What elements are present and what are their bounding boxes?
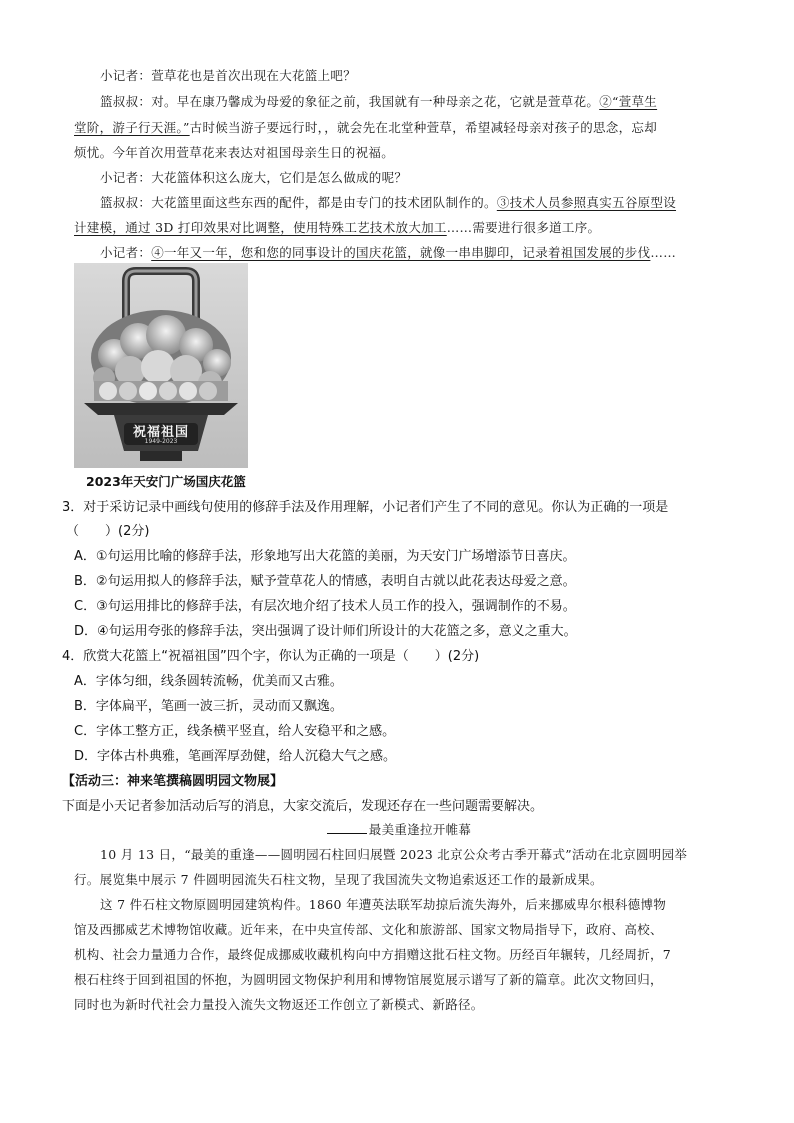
news-title: 最美重逢拉开帷幕	[74, 820, 724, 838]
news-p2-line2: 馆及西挪威艺术博物馆收藏。近年来，在中央宣传部、文化和旅游部、国家文物局指导下，政府、高校、	[74, 922, 663, 937]
underlined-sentence-3-start: ③技术人员参照真实五谷原型设	[496, 195, 677, 210]
interview-line-8: 小记者：④一年又一年，您和您的同事设计的国庆花篮，就像一串串脚印，记录着祖国发展的步伐……	[100, 245, 677, 260]
q3-option-d: D．④句运用夸张的修辞手法，突出强调了设计师们所设计的大花篮之多，意义之重大。	[74, 624, 577, 639]
q4-option-a: A．字体匀细，线条圆转流畅，优美而又古雅。	[74, 674, 343, 689]
q4-option-b: B．字体扁平，笔画一波三折，灵动而又飘逸。	[74, 699, 343, 714]
plaque-years: 1949-2023	[144, 438, 178, 445]
underlined-sentence-3-end: 计建模，通过 3D 打印效果对比调整，使用特殊工艺技术放大加工	[74, 220, 447, 235]
news-p2-line3: 机构、社会力量通力合作，最终促成挪威收藏机构向中方捐赠这批石柱文物。历经百年辗转，几经周折，7	[74, 947, 672, 962]
activity3-intro: 下面是小天记者参加活动后写的消息，大家交流后，发现还存在一些问题需要解决。	[62, 799, 544, 814]
news-p1-line1: 10 月 13 日，“最美的重逢——圆明园石柱回归展暨 2023 北京公众考古季开幕式”活动在北京圆明园举	[100, 847, 688, 862]
news-p2-line1: 这 7 件石柱文物原圆明园建筑构件。1860 年遭英法联军劫掠后流失海外，后来挪威卑尔根科德博物	[100, 897, 667, 912]
underlined-sentence-2-start: ②“萱草生	[599, 94, 658, 109]
interview-line-4: 烦忧。今年首次用萱草花来表达对祖国母亲生日的祝福。	[74, 145, 395, 160]
interview-line-1: 小记者：萱草花也是首次出现在大花篮上吧？	[100, 68, 357, 83]
interview-line-6: 篮叔叔：大花篮里面这些东西的配件，都是由专门的技术团队制作的。③技术人员参照真实五谷原型设	[100, 195, 677, 210]
plaque-text: 祝福祖国	[132, 425, 189, 440]
q3-stem: 3．对于采访记录中画线句使用的修辞手法及作用理解，小记者们产生了不同的意见。你认为正确的一项是	[62, 500, 669, 515]
activity3-heading: 【活动三：神来笔撰稿圆明园文物展】	[62, 774, 284, 789]
title-blank	[327, 833, 367, 834]
interview-line-2: 篮叔叔：对。早在康乃馨成为母爱的象征之前，我国就有一种母亲之花，它就是萱草花。②“萱草生	[100, 94, 658, 109]
q4-option-c: C．字体工整方正，线条横平竖直，给人安稳平和之感。	[74, 724, 396, 739]
news-p1-line2: 行。展览集中展示 7 件圆明园流失石柱文物，呈现了我国流失文物追索返还工作的最新成果。	[74, 872, 603, 887]
interview-line-7: 计建模，通过 3D 打印效果对比调整，使用特殊工艺技术放大加工……需要进行很多道工序。	[74, 220, 601, 235]
interview-line-3: 堂阶，游子行天涯。”古时候当游子要远行时，，就会先在北堂种萱草，希望减轻母亲对孩子的思念，忘却	[74, 120, 658, 135]
q3-option-c: C．③句运用排比的修辞手法，有层次地介绍了技术人员工作的投入，强调制作的不易。	[74, 599, 576, 614]
news-p2-line5: 同时也为新时代社会力量投入流失文物返还工作创立了新模式、新路径。	[74, 997, 484, 1012]
q3-option-a: A．①句运用比喻的修辞手法，形象地写出大花篮的美丽，为天安门广场增添节日喜庆。	[74, 549, 576, 564]
q4-stem: 4．欣赏大花篮上“祝福祖国”四个字，你认为正确的一项是（ ）(2分)	[62, 649, 480, 664]
photo-caption: 2023年天安门广场国庆花篮	[86, 474, 246, 489]
q4-option-d: D．字体古朴典雅，笔画浑厚劲健，给人沉稳大气之感。	[74, 749, 397, 764]
q3-option-b: B．②句运用拟人的修辞手法，赋予萱草花人的情感，表明自古就以此花表达母爱之意。	[74, 574, 576, 589]
flower-basket-photo	[74, 263, 248, 468]
interview-line-5: 小记者：大花篮体积这么庞大，它们是怎么做成的呢？	[100, 170, 408, 185]
news-p2-line4: 根石柱终于回到祖国的怀抱，为圆明园文物保护利用和博物馆展览展示谱写了新的篇章。此次文物回归，	[74, 972, 663, 987]
underlined-sentence-2-end: 堂阶，游子行天涯。”	[74, 120, 190, 135]
q3-stem-answer-blank: （ ）(2分)	[66, 524, 150, 539]
underlined-sentence-4: ④一年又一年，您和您的同事设计的国庆花篮，就像一串串脚印，记录着祖国发展的步伐	[151, 245, 651, 260]
